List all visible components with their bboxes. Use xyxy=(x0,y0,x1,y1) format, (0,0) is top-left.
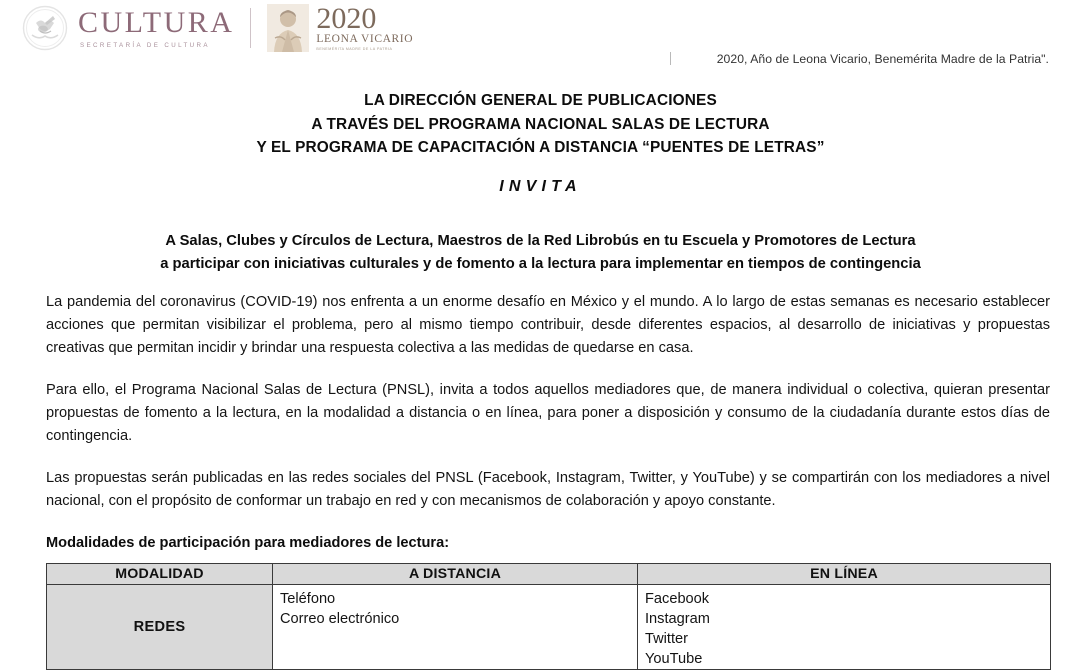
table-cell-modalidad-redes: REDES xyxy=(47,585,273,670)
modalidades-lead-in: Modalidades de participación para mediadores de lectura: xyxy=(46,535,450,551)
cultura-logo xyxy=(78,5,235,49)
mexican-coat-of-arms-icon xyxy=(22,5,68,51)
paragraph-3: Las propuestas serán publicadas en las redes sociales del PNSL (Facebook, Instagram, Twitter, y YouTube) y se compartirán con los mediadores a nivel nacional, con el propósito de conformar un trabajo en red y con mecanismos de colaboración y apoyo constante. xyxy=(46,470,1050,509)
list-item: Facebook xyxy=(645,591,710,607)
leona-vicario-portrait-icon xyxy=(267,4,309,52)
table-header-a-distancia: A DISTANCIA xyxy=(273,564,638,585)
table-cell-a-distancia xyxy=(273,585,638,670)
body-text xyxy=(46,291,1050,555)
document-title xyxy=(0,89,1081,160)
leona-name: LEONA VICARIO xyxy=(316,32,414,45)
title-line-3: Y EL PROGRAMA DE CAPACITACIÓN A DISTANCIA “PUENTES DE LETRAS” xyxy=(256,139,825,156)
paragraph-2: Para ello, el Programa Nacional Salas de Lectura (PNSL), invita a todos aquellos mediadores que, de manera individual o colectiva, quieran presentar propuestas de fomento a la lectura, en la modalidad a distancia o en línea, para poner a disposición y consumo de la ciudadanía durante estos días de contingencia. xyxy=(46,382,1050,444)
invita-heading: INVITA xyxy=(499,178,582,195)
cultura-subtitle: SECRETARÍA DE CULTURA xyxy=(80,41,210,49)
document-subtitle xyxy=(0,230,1081,275)
table-header-modalidad: MODALIDAD xyxy=(47,564,273,585)
table-row xyxy=(47,585,1051,670)
logo-strip xyxy=(22,2,413,54)
leona-vicario-logo xyxy=(267,1,414,52)
leona-tagline: BENEMÉRITA MADRE DE LA PATRIA xyxy=(316,47,393,52)
leona-year: 2020 xyxy=(316,1,377,35)
cultura-wordmark: CULTURA xyxy=(78,5,235,39)
logo-divider xyxy=(250,8,251,48)
paragraph-1: La pandemia del coronavirus (COVID-19) nos enfrenta a un enorme desafío en México y el mundo. A lo largo de estas semanas es necesario establecer acciones que permitan visibilizar el problema, pero al mismo tiempo contribuir, desde diferentes espacios, al desarrollo de iniciativas y propuestas creativas que permitan incidir y brindar una respuesta colectiva a las medidas de quedarse en casa. xyxy=(46,294,1050,356)
title-line-1: LA DIRECCIÓN GENERAL DE PUBLICACIONES xyxy=(364,92,717,109)
list-item: YouTube xyxy=(645,651,703,667)
list-item: Correo electrónico xyxy=(280,611,400,627)
list-item: Instagram xyxy=(645,611,710,627)
subtitle-line-2: a participar con iniciativas culturales y de fomento a la lectura para implementar en tiempos de contingencia xyxy=(160,254,921,272)
table-header-en-linea: EN LÍNEA xyxy=(638,564,1051,585)
modalidades-table xyxy=(46,563,1051,670)
table-cell-en-linea xyxy=(638,585,1051,670)
header-note-rule xyxy=(670,52,671,65)
title-line-2: A TRAVÉS DEL PROGRAMA NACIONAL SALAS DE LECTURA xyxy=(311,115,770,133)
header-note: 2020, Año de Leona Vicario, Benemérita Madre de la Patria". xyxy=(716,52,1049,66)
page-header xyxy=(0,0,1081,66)
subtitle-line-1: A Salas, Clubes y Círculos de Lectura, Maestros de la Red Librobús en tu Escuela y Promotores de Lectura xyxy=(165,232,916,249)
list-item: Twitter xyxy=(645,631,688,647)
table-header-row xyxy=(47,564,1051,585)
list-item: Teléfono xyxy=(280,591,336,607)
